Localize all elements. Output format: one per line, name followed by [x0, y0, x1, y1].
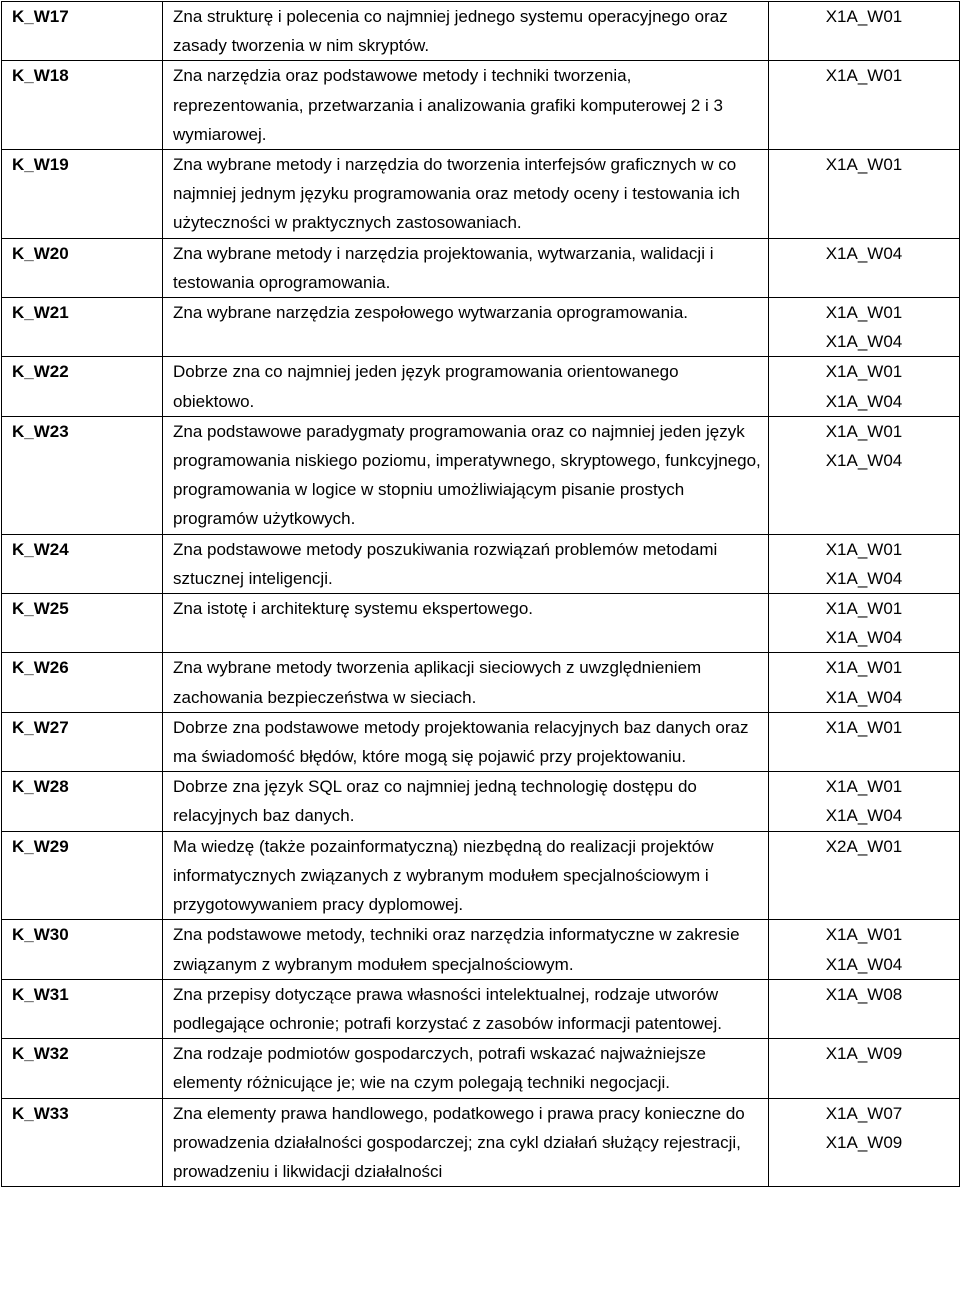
outcome-references — [769, 298, 960, 357]
outcome-code: K_W17 — [2, 2, 163, 61]
outcome-description: Zna podstawowe metody poszukiwania rozwiązań problemów metodami sztucznej inteligencji. — [163, 534, 769, 593]
table-row — [2, 416, 960, 534]
table-row — [2, 831, 960, 920]
reference-code: X1A_W04 — [825, 243, 903, 263]
reference-code: X1A_W07 — [825, 1103, 903, 1123]
outcome-references — [769, 594, 960, 653]
outcome-code: K_W33 — [2, 1098, 163, 1187]
outcome-code: K_W21 — [2, 298, 163, 357]
outcome-description: Zna podstawowe metody, techniki oraz narzędzia informatyczne w zakresie związanym z wybranym modułem specjalnościowym. — [163, 920, 769, 979]
outcome-description: Zna istotę i architekturę systemu ekspertowego. — [163, 594, 769, 653]
outcome-references — [769, 534, 960, 593]
reference-code: X1A_W01 — [825, 658, 903, 678]
table-body — [2, 2, 960, 1187]
table-row — [2, 979, 960, 1038]
reference-code: X1A_W09 — [825, 1132, 903, 1152]
outcome-description: Zna strukturę i polecenia co najmniej jednego systemu operacyjnego oraz zasady tworzenia w nim skryptów. — [163, 2, 769, 61]
table-row — [2, 298, 960, 357]
reference-code: X1A_W01 — [825, 599, 903, 619]
outcome-description: Zna przepisy dotyczące prawa własności intelektualnej, rodzaje utworów podlegające ochronie; potrafi korzystać z zasobów informacji patentowej. — [163, 979, 769, 1038]
table-row — [2, 238, 960, 297]
outcome-references — [769, 772, 960, 831]
reference-code: X1A_W04 — [825, 568, 903, 588]
outcome-code: K_W32 — [2, 1039, 163, 1098]
table-row — [2, 594, 960, 653]
outcome-references — [769, 416, 960, 534]
table-row — [2, 712, 960, 771]
outcome-description: Zna elementy prawa handlowego, podatkowego i prawa pracy konieczne do prowadzenia działalności gospodarczej; zna cykl działań służący rejestracji, prowadzeniu i likwidacji działalności — [163, 1098, 769, 1187]
learning-outcomes-table — [1, 1, 960, 1187]
reference-code: X1A_W01 — [825, 303, 903, 323]
reference-code: X2A_W01 — [825, 836, 903, 856]
reference-code: X1A_W04 — [825, 391, 903, 411]
reference-code: X1A_W01 — [825, 925, 903, 945]
outcome-code: K_W27 — [2, 712, 163, 771]
outcome-references — [769, 238, 960, 297]
outcome-code: K_W24 — [2, 534, 163, 593]
outcome-description: Zna narzędzia oraz podstawowe metody i techniki tworzenia, reprezentowania, przetwarzania i analizowania grafiki komputerowej 2 i 3 wymiarowej. — [163, 61, 769, 150]
outcome-code: K_W22 — [2, 357, 163, 416]
reference-code: X1A_W01 — [825, 539, 903, 559]
outcome-description: Dobrze zna podstawowe metody projektowania relacyjnych baz danych oraz ma świadomość błędów, które mogą się pojawić przy projektowaniu. — [163, 712, 769, 771]
outcome-code: K_W31 — [2, 979, 163, 1038]
outcome-description: Dobrze zna język SQL oraz co najmniej jedną technologię dostępu do relacyjnych baz danych. — [163, 772, 769, 831]
outcome-references — [769, 1098, 960, 1187]
outcome-code: K_W18 — [2, 61, 163, 150]
outcome-references — [769, 712, 960, 771]
outcome-code: K_W23 — [2, 416, 163, 534]
reference-code: X1A_W01 — [825, 155, 903, 175]
reference-code: X1A_W09 — [825, 1044, 903, 1064]
outcome-description: Zna wybrane metody i narzędzia projektowania, wytwarzania, walidacji i testowania oprogramowania. — [163, 238, 769, 297]
reference-code: X1A_W08 — [825, 984, 903, 1004]
outcome-description: Ma wiedzę (także pozainformatyczną) niezbędną do realizacji projektów informatycznych związanych z wybranym modułem specjalnościowym i przygotowywaniem pracy dyplomowej. — [163, 831, 769, 920]
table-row — [2, 653, 960, 712]
table-row — [2, 1098, 960, 1187]
reference-code: X1A_W01 — [825, 362, 903, 382]
reference-code: X1A_W04 — [825, 332, 903, 352]
outcome-description: Zna podstawowe paradygmaty programowania oraz co najmniej jeden język programowania niskiego poziomu, imperatywnego, skryptowego, funkcyjnego, programowania w logice w stopniu umożliwiającym pisanie prostych programów użytkowych. — [163, 416, 769, 534]
outcome-references — [769, 61, 960, 150]
outcome-references — [769, 653, 960, 712]
outcome-references — [769, 831, 960, 920]
outcome-code: K_W30 — [2, 920, 163, 979]
outcome-references — [769, 920, 960, 979]
outcome-code: K_W28 — [2, 772, 163, 831]
table-row — [2, 61, 960, 150]
table-row — [2, 534, 960, 593]
outcome-code: K_W26 — [2, 653, 163, 712]
outcome-code: K_W20 — [2, 238, 163, 297]
outcome-references — [769, 979, 960, 1038]
reference-code: X1A_W04 — [825, 806, 903, 826]
outcome-references — [769, 357, 960, 416]
reference-code: X1A_W01 — [825, 66, 903, 86]
reference-code: X1A_W01 — [825, 421, 903, 441]
outcome-references — [769, 2, 960, 61]
table-row — [2, 150, 960, 239]
outcome-description: Zna rodzaje podmiotów gospodarczych, potrafi wskazać najważniejsze elementy różnicujące je; wie na czym polegają techniki negocjacji. — [163, 1039, 769, 1098]
table-row — [2, 2, 960, 61]
reference-code: X1A_W04 — [825, 954, 903, 974]
reference-code: X1A_W04 — [825, 628, 903, 648]
reference-code: X1A_W04 — [825, 687, 903, 707]
table-row — [2, 772, 960, 831]
reference-code: X1A_W04 — [825, 451, 903, 471]
outcome-references — [769, 1039, 960, 1098]
outcome-references — [769, 150, 960, 239]
outcome-code: K_W25 — [2, 594, 163, 653]
outcome-description: Zna wybrane metody i narzędzia do tworzenia interfejsów graficznych w co najmniej jednym języku programowania oraz metody oceny i testowania ich użyteczności w praktycznych zastosowaniach. — [163, 150, 769, 239]
outcome-description: Zna wybrane narzędzia zespołowego wytwarzania oprogramowania. — [163, 298, 769, 357]
table-row — [2, 357, 960, 416]
reference-code: X1A_W01 — [825, 777, 903, 797]
reference-code: X1A_W01 — [825, 7, 903, 26]
table-row — [2, 920, 960, 979]
outcome-code: K_W19 — [2, 150, 163, 239]
reference-code: X1A_W01 — [825, 717, 903, 737]
outcome-description: Zna wybrane metody tworzenia aplikacji sieciowych z uwzględnieniem zachowania bezpieczeństwa w sieciach. — [163, 653, 769, 712]
table-row — [2, 1039, 960, 1098]
outcome-code: K_W29 — [2, 831, 163, 920]
outcome-description: Dobrze zna co najmniej jeden język programowania orientowanego obiektowo. — [163, 357, 769, 416]
